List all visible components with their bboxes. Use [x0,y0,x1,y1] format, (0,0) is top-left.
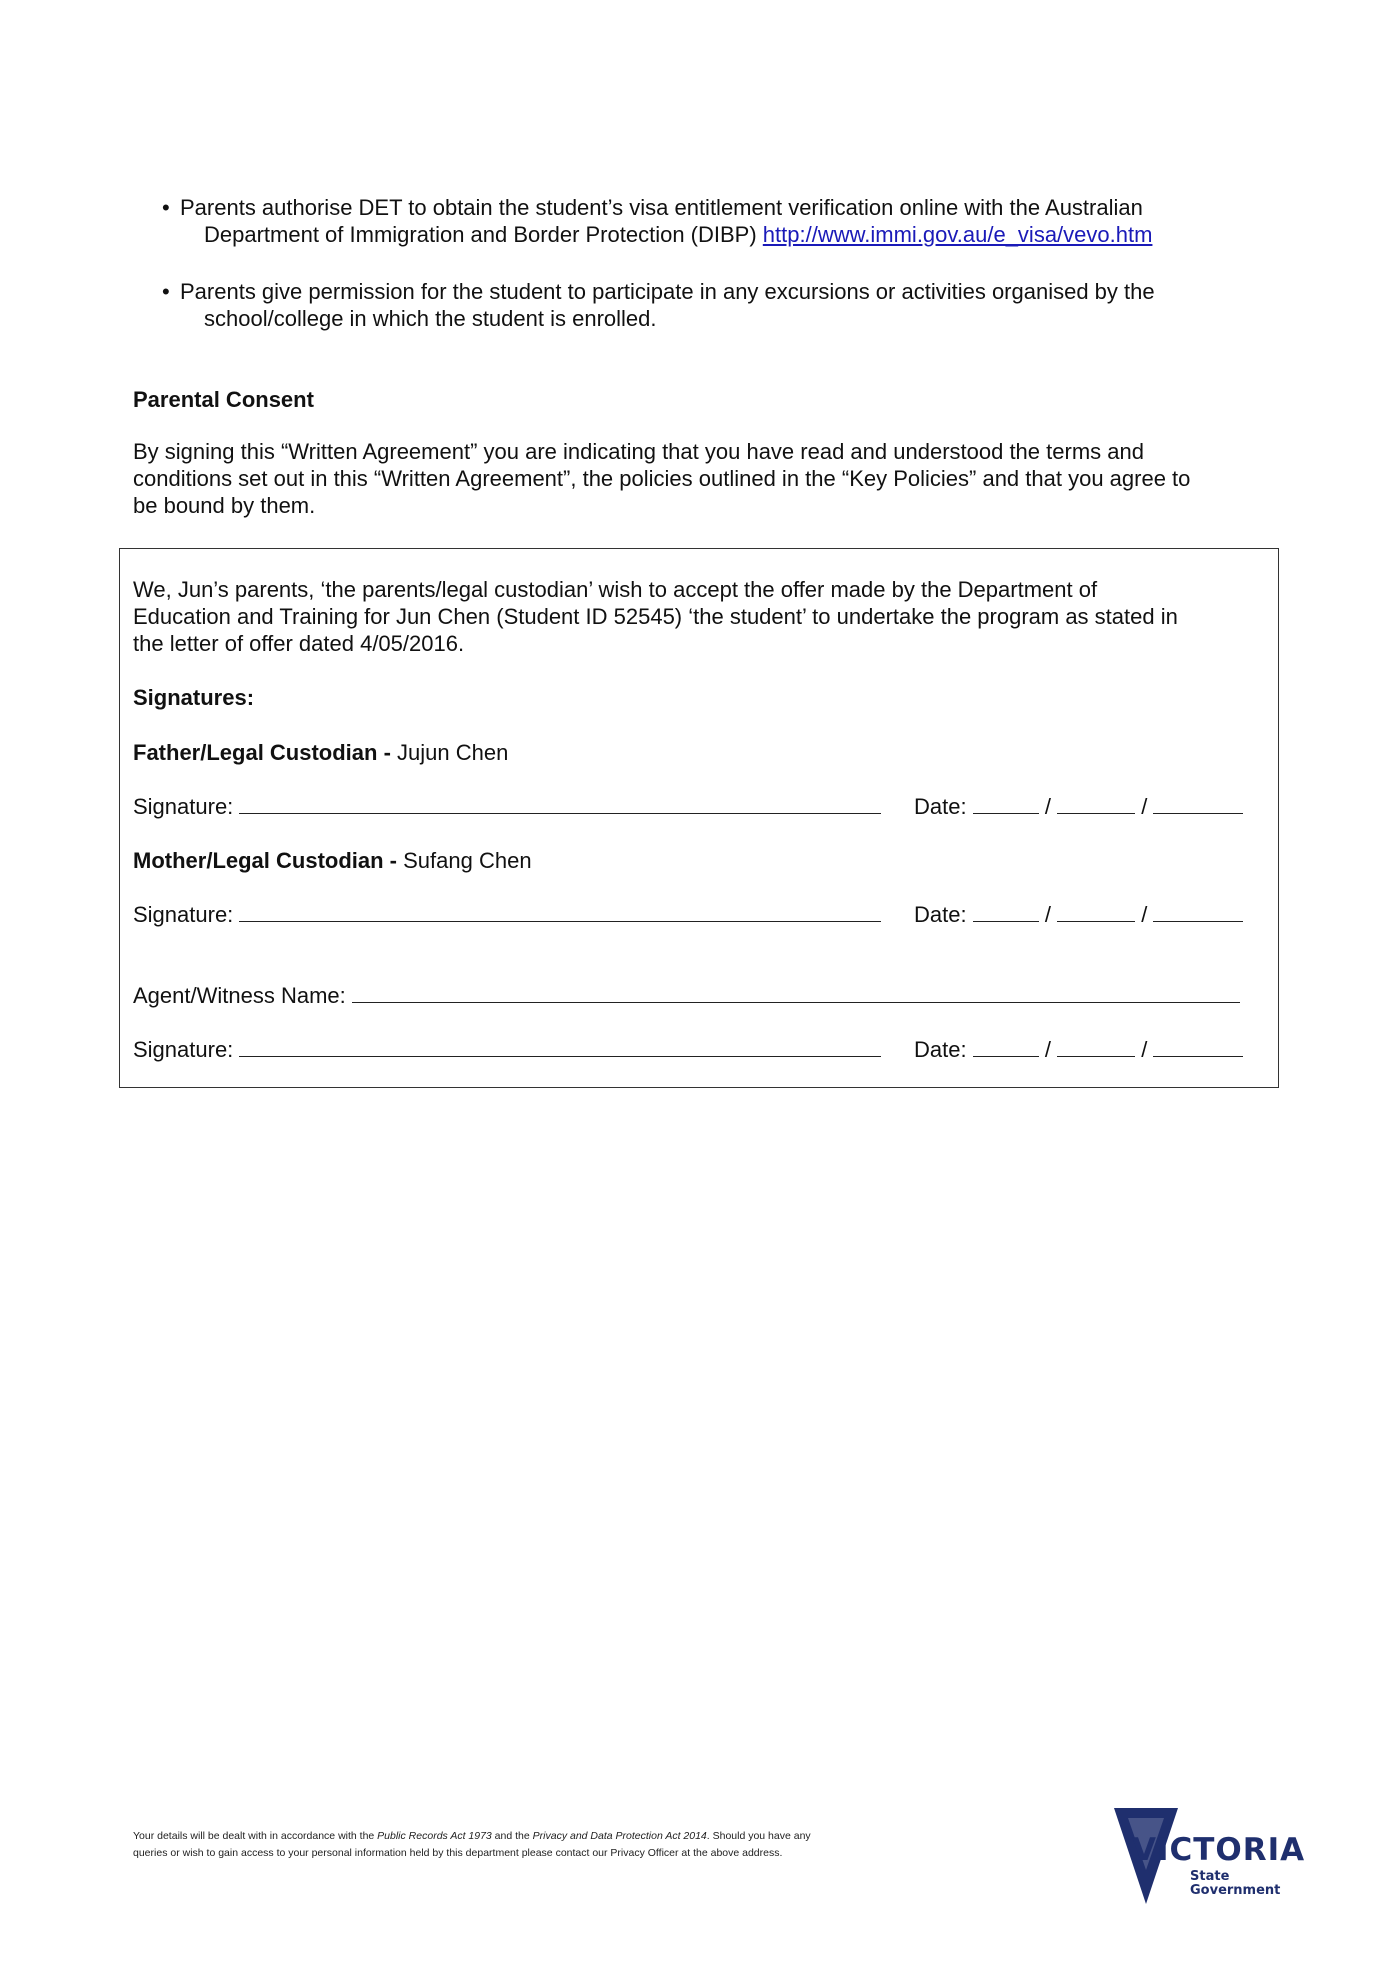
bullet-visa-line2: Department of Immigration and Border Protection (DIBP) [204,222,763,247]
victoria-wordmark: VICTORIA [1132,1832,1306,1868]
bullet-excursions-permission [162,278,1155,332]
agent-signature-field[interactable] [239,1038,881,1057]
agent-date-row [914,1036,1243,1063]
state-government-label [1190,1870,1280,1898]
mother-custodian-label: Mother/Legal Custodian - [133,848,404,873]
agent-date-year-field[interactable] [1153,1038,1243,1057]
agent-date-month-field[interactable] [1057,1038,1135,1057]
date-separator: / [1044,902,1051,927]
agent-witness-label: Agent/Witness Name: [133,983,346,1008]
agreement-statement [133,576,1178,657]
privacy-footer-note [133,1828,1013,1862]
date-label: Date: [914,902,967,927]
father-date-row [914,793,1243,820]
date-label: Date: [914,1037,967,1062]
bullet-visa-line1: Parents authorise DET to obtain the student’s visa entitlement verification online with the Australian [180,195,1143,220]
agent-witness-row [133,982,1240,1009]
father-signature-field[interactable] [239,795,881,814]
date-separator: / [1141,794,1148,819]
agent-date-day-field[interactable] [973,1038,1039,1057]
father-custodian-name: Jujun Chen [397,740,509,765]
footer-text: . Should you have any [706,1830,811,1842]
footer-act-name: Privacy and Data Protection Act 2014 [532,1830,707,1842]
footer-act-name: Public Records Act 1973 [377,1830,492,1842]
date-separator: / [1044,1037,1051,1062]
mother-date-month-field[interactable] [1057,903,1135,922]
signature-label: Signature: [133,902,234,927]
consent-line: conditions set out in this “Written Agreement”, the policies outlined in the “Key Policies” and that you agree to [133,466,1191,491]
privacy-footer-line1 [133,1828,1013,1845]
victoria-state-government-logo [1114,1804,1306,1904]
privacy-footer-line2: queries or wish to gain access to your personal information held by this department please contact our Privacy Officer at the above address. [133,1847,783,1859]
consent-line: By signing this “Written Agreement” you are indicating that you have read and understood the terms and [133,439,1144,464]
mother-date-year-field[interactable] [1153,903,1243,922]
mother-custodian-row [133,847,532,874]
consent-line: be bound by them. [133,493,316,518]
date-separator: / [1141,902,1148,927]
footer-text: and the [491,1830,533,1842]
bullet-visa-verification [162,194,1153,248]
agent-witness-name-field[interactable] [352,984,1240,1003]
mother-signature-field[interactable] [239,903,881,922]
date-separator: / [1141,1037,1148,1062]
father-custodian-row [133,739,508,766]
agreement-line: Education and Training for Jun Chen (Student ID 52545) ‘the student’ to undertake the program as stated in [133,604,1178,629]
agreement-line: the letter of offer dated 4/05/2016. [133,631,465,656]
bullet-dot: • [162,279,170,304]
parental-consent-paragraph [133,438,1190,519]
mother-date-row [914,901,1243,928]
mother-date-day-field[interactable] [973,903,1039,922]
bullet-excursions-line1: Parents give permission for the student to participate in any excursions or activities organised by the [180,279,1155,304]
bullet-dot: • [162,195,170,220]
logo-sub-state: State [1190,1869,1230,1884]
parental-consent-heading: Parental Consent [133,387,314,412]
mother-custodian-name: Sufang Chen [403,848,532,873]
father-date-day-field[interactable] [973,795,1039,814]
signature-label: Signature: [133,1037,234,1062]
mother-signature-row [133,901,881,928]
signatures-heading: Signatures: [133,685,255,710]
date-separator: / [1044,794,1051,819]
father-date-year-field[interactable] [1153,795,1243,814]
father-signature-row [133,793,881,820]
date-label: Date: [914,794,967,819]
father-custodian-label: Father/Legal Custodian - [133,740,398,765]
father-date-month-field[interactable] [1057,795,1135,814]
agent-signature-row [133,1036,881,1063]
logo-sub-government: Government [1190,1883,1281,1898]
signature-label: Signature: [133,794,234,819]
footer-text: Your details will be dealt with in accordance with the [133,1830,378,1842]
bullet-excursions-line2: school/college in which the student is enrolled. [204,306,657,331]
agreement-line: We, Jun’s parents, ‘the parents/legal custodian’ wish to accept the offer made by the Department of [133,577,1098,602]
vevo-link[interactable]: http://www.immi.gov.au/e_visa/vevo.htm [762,222,1153,247]
